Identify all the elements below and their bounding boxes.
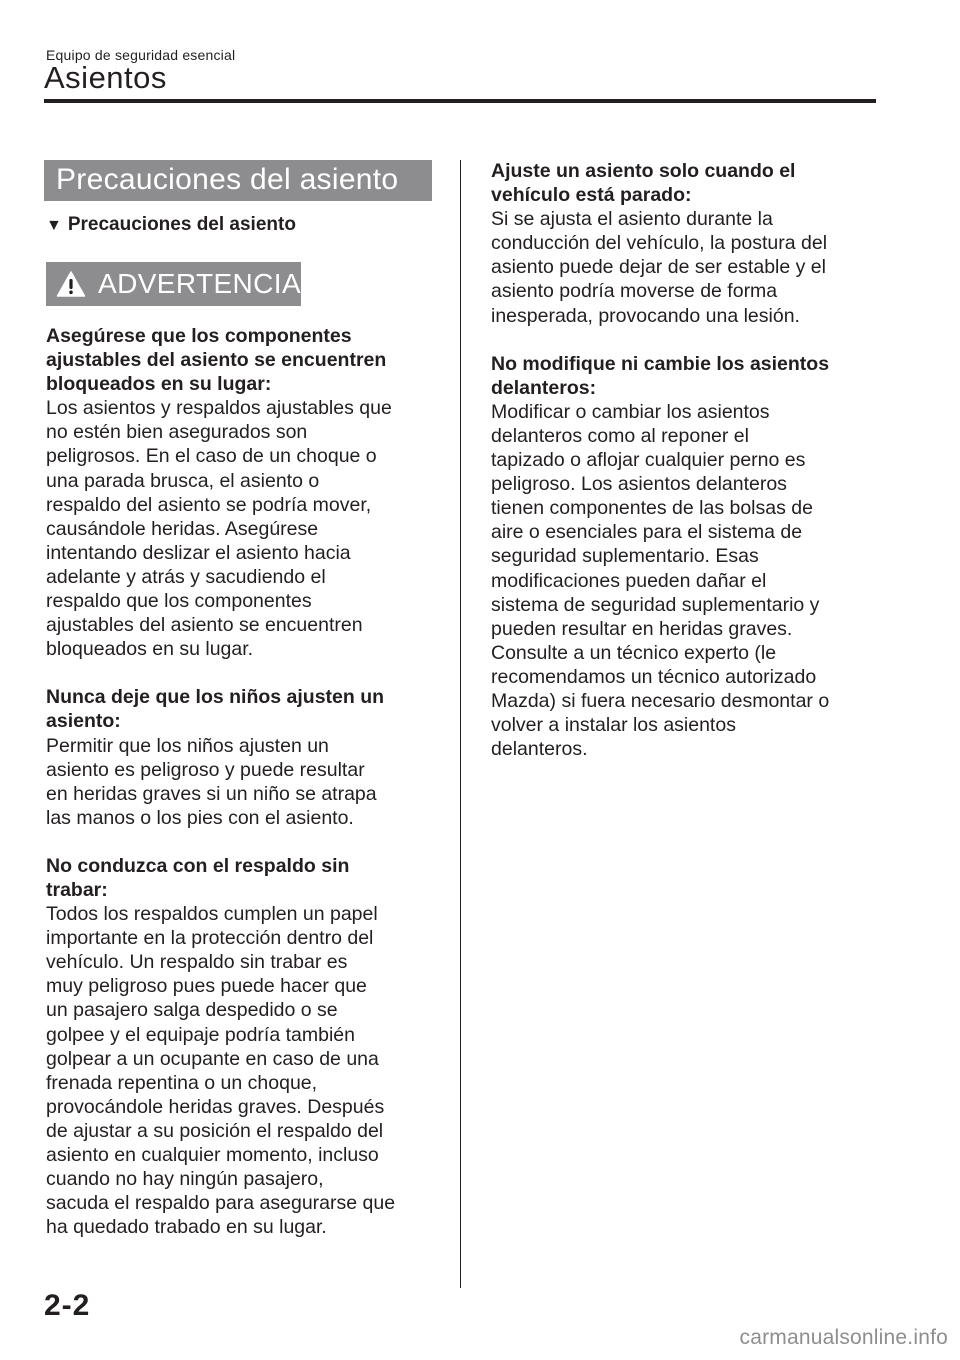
paragraph-body-line: Mazda) si fuera necesario desmontar o	[491, 689, 830, 712]
paragraph-body-line: importante en la protección dentro del	[46, 927, 374, 950]
paragraph-body-line: un pasajero salga despedido o se	[46, 999, 338, 1022]
paragraph-body	[46, 902, 446, 1239]
paragraph-body-line: peligrosos. En el caso de un choque o	[46, 445, 377, 468]
paragraph-body-line: asiento puede dejar de ser estable y el	[491, 256, 826, 279]
paragraph-body-line: conducción del vehículo, la postura del	[491, 232, 828, 255]
paragraph-body-line: en heridas graves si un niño se atrapa	[46, 782, 377, 805]
paragraph-body-line: modificaciones pueden dañar el	[491, 569, 767, 592]
subheading	[46, 212, 296, 239]
paragraph-body-line: vehículo. Un respaldo sin trabar es	[46, 951, 348, 974]
paragraph-body-line: inesperada, provocando una lesión.	[491, 304, 800, 327]
page-number: 2-2	[44, 1289, 91, 1322]
paragraph-body	[46, 396, 446, 661]
paragraph-body-line: las manos o los pies con el asiento.	[46, 806, 354, 829]
left-column	[46, 324, 446, 1263]
paragraph-body-line: causándole heridas. Asegúrese	[46, 517, 319, 540]
paragraph-body-line: delanteros como al reponer el	[491, 424, 749, 447]
warning-paragraph	[491, 159, 886, 328]
paragraph-body-line: Los asientos y respaldos ajustables que	[46, 397, 392, 420]
paragraph-body-line: pueden resultar en heridas graves.	[491, 617, 793, 640]
paragraph-body-line: golpear a un ocupante en caso de una	[46, 1047, 379, 1070]
paragraph-title-line: trabar:	[46, 878, 108, 901]
paragraph-body-line: aire o esenciales para el sistema de	[491, 521, 803, 544]
paragraph-body-line: ha quedado trabado en su lugar.	[46, 1216, 327, 1239]
warning-label	[46, 262, 301, 306]
warning-label-text: ADVERTENCIA	[98, 268, 302, 299]
paragraph-title	[46, 854, 446, 902]
paragraph-body-line: Consulte a un técnico experto (le	[491, 641, 777, 664]
paragraph-title-line: Ajuste un asiento solo cuando el	[491, 160, 796, 182]
paragraph-body-line: de ajustar a su posición el respaldo del	[46, 1119, 384, 1142]
paragraph-body-line: intentando deslizar el asiento hacia	[46, 541, 351, 564]
paragraph-body-line: volver a instalar los asientos	[491, 714, 736, 737]
paragraph-title-line: vehículo está parado:	[491, 184, 692, 207]
header-section-label: Equipo de seguridad esencial	[46, 47, 236, 63]
paragraph-body-line: no estén bien asegurados son	[46, 421, 308, 444]
paragraph-body-line: asiento en cualquier momento, incluso	[46, 1144, 379, 1166]
paragraph-body	[46, 734, 446, 830]
paragraph-title-line: ajustables del asiento se encuentren	[46, 349, 387, 372]
paragraph-body	[491, 400, 886, 761]
paragraph-body-line: tienen componentes de las bolsas de	[491, 497, 813, 520]
paragraph-body-line: golpee y el equipaje podría también	[46, 1023, 355, 1046]
paragraph-body-line: respaldo que los componentes	[46, 590, 312, 613]
watermark: carmanualsonline.info	[739, 1326, 948, 1349]
paragraph-body-line: tapizado o aflojar cualquier perno es	[491, 449, 806, 472]
paragraph-title-line: bloqueados en su lugar:	[46, 373, 272, 396]
paragraph-title-line: asiento:	[46, 710, 121, 733]
paragraph-body-line: provocándole heridas graves. Después	[46, 1095, 385, 1118]
paragraph-body-line: cuando no hay ningún pasajero,	[46, 1168, 324, 1191]
paragraph-body-line: asiento podría moverse de forma	[491, 280, 778, 303]
paragraph-title-line: delanteros:	[491, 376, 597, 399]
paragraph-body-line: seguridad suplementario. Esas	[491, 545, 759, 568]
warning-triangle-icon	[56, 270, 86, 298]
paragraph-title	[491, 352, 886, 400]
subheading-text: Precauciones del asiento	[67, 214, 296, 235]
paragraph-body-line: Permitir que los niños ajusten un	[46, 734, 329, 757]
paragraph-body-line: delanteros.	[491, 738, 588, 761]
paragraph-title	[46, 685, 446, 733]
paragraph-body-line: Si se ajusta el asiento durante la	[491, 208, 773, 231]
paragraph-body-line: Modificar o cambiar los asientos	[491, 400, 770, 423]
paragraph-body-line: Todos los respaldos cumplen un papel	[46, 903, 378, 926]
column-divider	[460, 160, 461, 1288]
page-title: Asientos	[44, 60, 167, 95]
paragraph-body-line: peligroso. Los asientos delanteros	[491, 473, 787, 496]
paragraph-body-line: bloqueados en su lugar.	[46, 638, 254, 661]
paragraph-title-line: Nunca deje que los niños ajusten un	[46, 686, 385, 709]
warning-paragraph	[46, 685, 446, 830]
paragraph-body-line: recomendamos un técnico autorizado	[491, 665, 817, 688]
paragraph-title-line: Asegúrese que los componentes	[46, 325, 352, 347]
paragraph-title	[46, 324, 446, 396]
paragraph-body-line: sacuda el respaldo para asegurarse que	[46, 1192, 396, 1215]
paragraph-body	[491, 207, 886, 327]
warning-paragraph	[46, 324, 446, 661]
paragraph-title	[491, 159, 886, 207]
paragraph-body-line: respaldo del asiento se podría mover,	[46, 493, 372, 516]
paragraph-body-line: una parada brusca, el asiento o	[46, 469, 320, 492]
paragraph-title-line: No conduzca con el respaldo sin	[46, 854, 350, 877]
paragraph-body-line: sistema de seguridad suplementario y	[491, 593, 820, 616]
warning-paragraph	[46, 854, 446, 1240]
paragraph-body-line: frenada repentina o un choque,	[46, 1071, 318, 1094]
right-column	[491, 159, 886, 785]
triangle-down-icon: ▼	[46, 217, 62, 234]
section-banner-title: Precauciones del asiento	[56, 163, 399, 196]
paragraph-body-line: ajustables del asiento se encuentren	[46, 614, 363, 637]
warning-paragraph	[491, 352, 886, 762]
section-banner	[44, 160, 432, 201]
paragraph-body-line: muy peligroso pues puede hacer que	[46, 975, 367, 998]
paragraph-body-line: asiento es peligroso y puede resultar	[46, 758, 365, 781]
paragraph-title-line: No modifique ni cambie los asientos	[491, 352, 830, 375]
header-divider	[44, 99, 876, 103]
paragraph-body-line: adelante y atrás y sacudiendo el	[46, 565, 326, 588]
